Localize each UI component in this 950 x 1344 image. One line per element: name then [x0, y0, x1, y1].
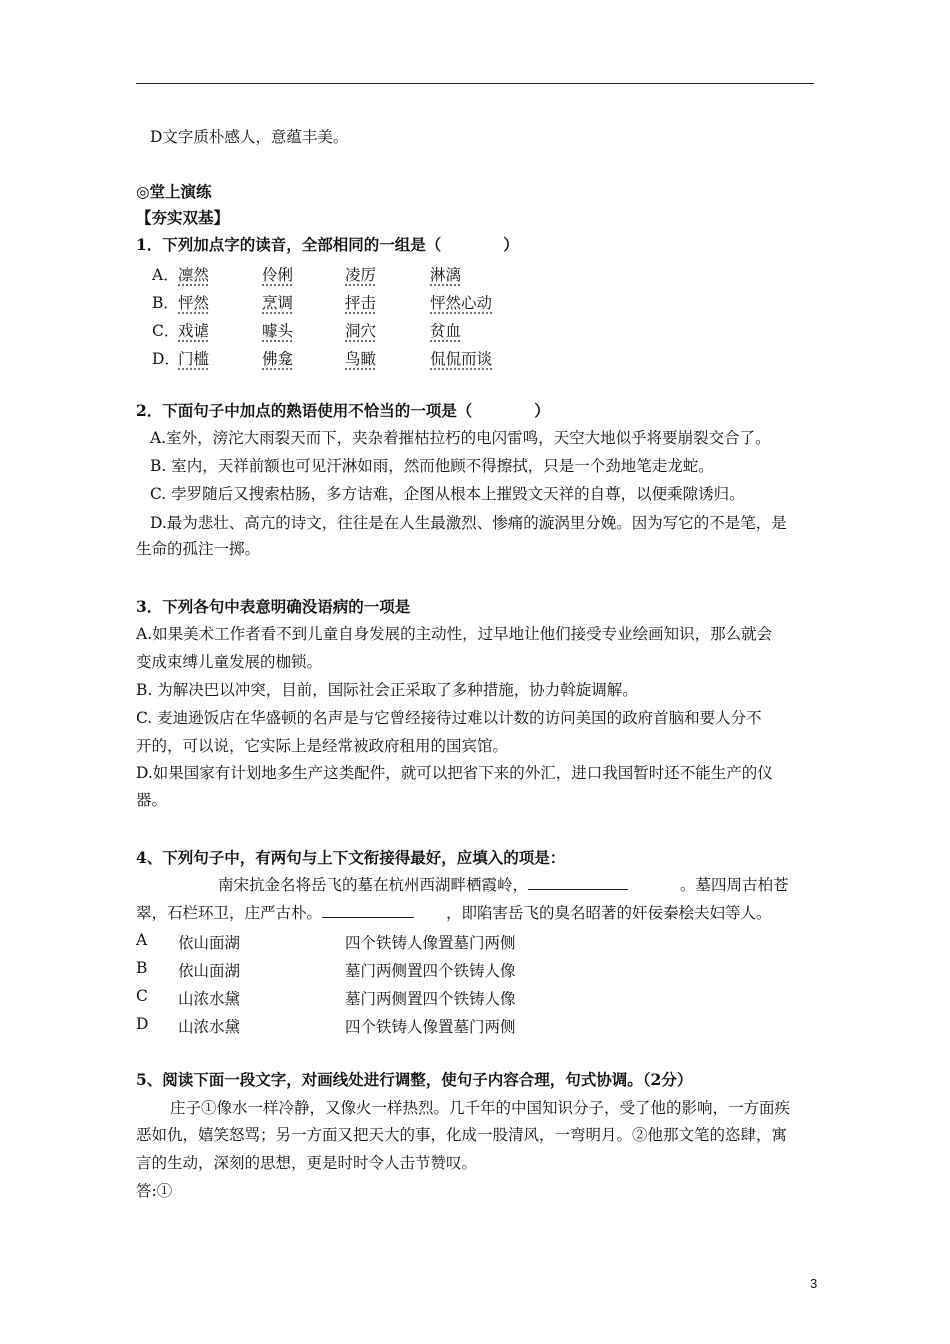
q1-option-word: 鸟瞰	[345, 350, 377, 368]
q4-blank-1	[528, 875, 628, 890]
q2-option-d-line2: 生命的孤注一掷。	[136, 540, 261, 558]
q3-stem: 3．下列各句中表意明确没语病的一项是	[136, 597, 411, 616]
page-number: 3	[810, 1276, 818, 1291]
q4-blank-2	[322, 903, 414, 918]
q1-option-label: A．	[152, 266, 179, 284]
q1-stem: 1．下列加点字的读音，全部相同的一组是（ ）	[136, 235, 519, 254]
header-rule	[136, 83, 814, 84]
q4-passage-part2: 。墓四周古柏苍	[680, 876, 789, 894]
q4-option-second: 墓门两侧置四个铁铸人像	[345, 962, 516, 980]
q5-stem: 5、阅读下面一段文字，对画线处进行调整，使句子内容合理，句式协调。（2分）	[136, 1070, 693, 1089]
q1-option-word: 戏谑	[178, 322, 210, 340]
q4-option-first: 山浓水黛	[178, 990, 241, 1008]
q3-option-a-line1: A.如果美术工作者看不到儿童自身发展的主动性，过早地让他们接受专业绘画知识，那么就会	[136, 625, 773, 643]
q5-answer: 答:①	[136, 1182, 173, 1200]
q1-option-label: B．	[152, 294, 179, 312]
q2-option-b: B. 室内，天祥前额也可见汗淋如雨，然而他顾不得擦拭，只是一个劲地笔走龙蛇。	[150, 457, 714, 475]
q4-option-second: 四个铁铸人像置墓门两侧	[345, 934, 516, 952]
q5-passage-line2: 恶如仇，嬉笑怒骂；另一方面又把天大的事，化成一股清风，一弯明月。②他那文笔的恣肆，寓	[136, 1126, 788, 1144]
q1-option-word: 烹调	[262, 294, 294, 312]
q1-option-word: 噱头	[262, 322, 294, 340]
q1-option-word: 怦然心动	[430, 294, 493, 312]
q1-option-word: 门槛	[178, 350, 210, 368]
q1-option-word: 洞穴	[345, 322, 377, 340]
q3-option-d-line1: D.如果国家有计划地多生产这类配件，就可以把省下来的外汇，进口我国暂时还不能生产的仪	[136, 764, 773, 782]
q1-option-word: 伶俐	[262, 266, 294, 284]
q2-option-a: A.室外，滂沱大雨裂天而下，夹杂着摧枯拉朽的电闪雷鸣，天空大地似乎将要崩裂交合了。	[150, 429, 771, 447]
q4-option-second: 墓门两侧置四个铁铸人像	[345, 990, 516, 1008]
q4-option-second: 四个铁铸人像置墓门两侧	[345, 1018, 516, 1036]
q2-stem: 2．下面句子中加点的熟语使用不恰当的一项是（ ）	[136, 401, 550, 420]
q1-option-word: 凌厉	[345, 266, 377, 284]
q4-passage-part1: 南宋抗金名将岳飞的墓在杭州西湖畔栖霞岭，	[218, 876, 529, 894]
q4-option-label: A	[136, 931, 148, 949]
q1-option-label: D．	[152, 350, 180, 368]
q5-passage-line1: 庄子①像水一样冷静，又像火一样热烈。几千年的中国知识分子，受了他的影响，一方面疾	[170, 1099, 791, 1117]
q1-option-word: 佛龛	[262, 350, 294, 368]
q3-option-a-line2: 变成束缚儿童发展的枷锁。	[136, 653, 323, 671]
q3-option-c-line2: 开的，可以说，它实际上是经常被政府租用的国宾馆。	[136, 737, 509, 755]
q3-option-b: B. 为解决巴以冲突，目前，国际社会正采取了多种措施，协力斡旋调解。	[136, 681, 638, 699]
q4-passage-line2	[136, 903, 772, 923]
q1-option-word: 抨击	[345, 294, 377, 312]
q3-option-c-line1: C. 麦迪逊饭店在华盛顿的名声是与它曾经接待过难以计数的访问美国的政府首脑和要人分不	[136, 709, 762, 727]
q2-option-d-line1: D.最为悲壮、高亢的诗文，往往是在人生最激烈、惨痛的漩涡里分娩。因为写它的不是笔，是	[150, 514, 787, 532]
q1-option-word: 贫血	[430, 322, 462, 340]
q1-option-label: C．	[152, 322, 180, 340]
q4-option-label: B	[136, 959, 148, 977]
q4-option-label: C	[136, 987, 148, 1005]
q4-passage-part4: ，即陷害岳飞的臭名昭著的奸佞秦桧夫妇等人。	[446, 904, 772, 922]
q5-passage-line3: 言的生动，深刻的思想，更是时时令人击节赞叹。	[136, 1154, 478, 1172]
q4-passage-part3: 翠，石栏环卫，庄严古朴。	[136, 904, 323, 922]
q4-option-first: 依山面湖	[178, 934, 241, 952]
section-title: ◎堂上演练	[136, 182, 212, 201]
q4-stem: 4、下列句子中，有两句与上下文衔接得最好，应填入的项是：	[136, 848, 566, 867]
q4-option-first: 山浓水黛	[178, 1018, 241, 1036]
q1-option-word: 怦然	[178, 294, 210, 312]
q1-option-word: 侃侃而谈	[430, 350, 493, 368]
q1-option-word: 淋漓	[430, 266, 462, 284]
q4-passage-line1	[218, 875, 789, 895]
q2-option-c: C. 孛罗随后又搜索枯肠，多方诘难，企图从根本上摧毁文天祥的自尊，以便乘隙诱归。	[150, 485, 745, 503]
q1-option-word: 凛然	[178, 266, 210, 284]
q3-option-d-line2: 器。	[136, 791, 168, 809]
subsection-title: 【夯实双基】	[136, 208, 230, 227]
q4-option-label: D	[136, 1015, 149, 1033]
q4-option-first: 依山面湖	[178, 962, 241, 980]
intro-option-d: D文字质朴感人，意蕴丰美。	[150, 128, 349, 146]
